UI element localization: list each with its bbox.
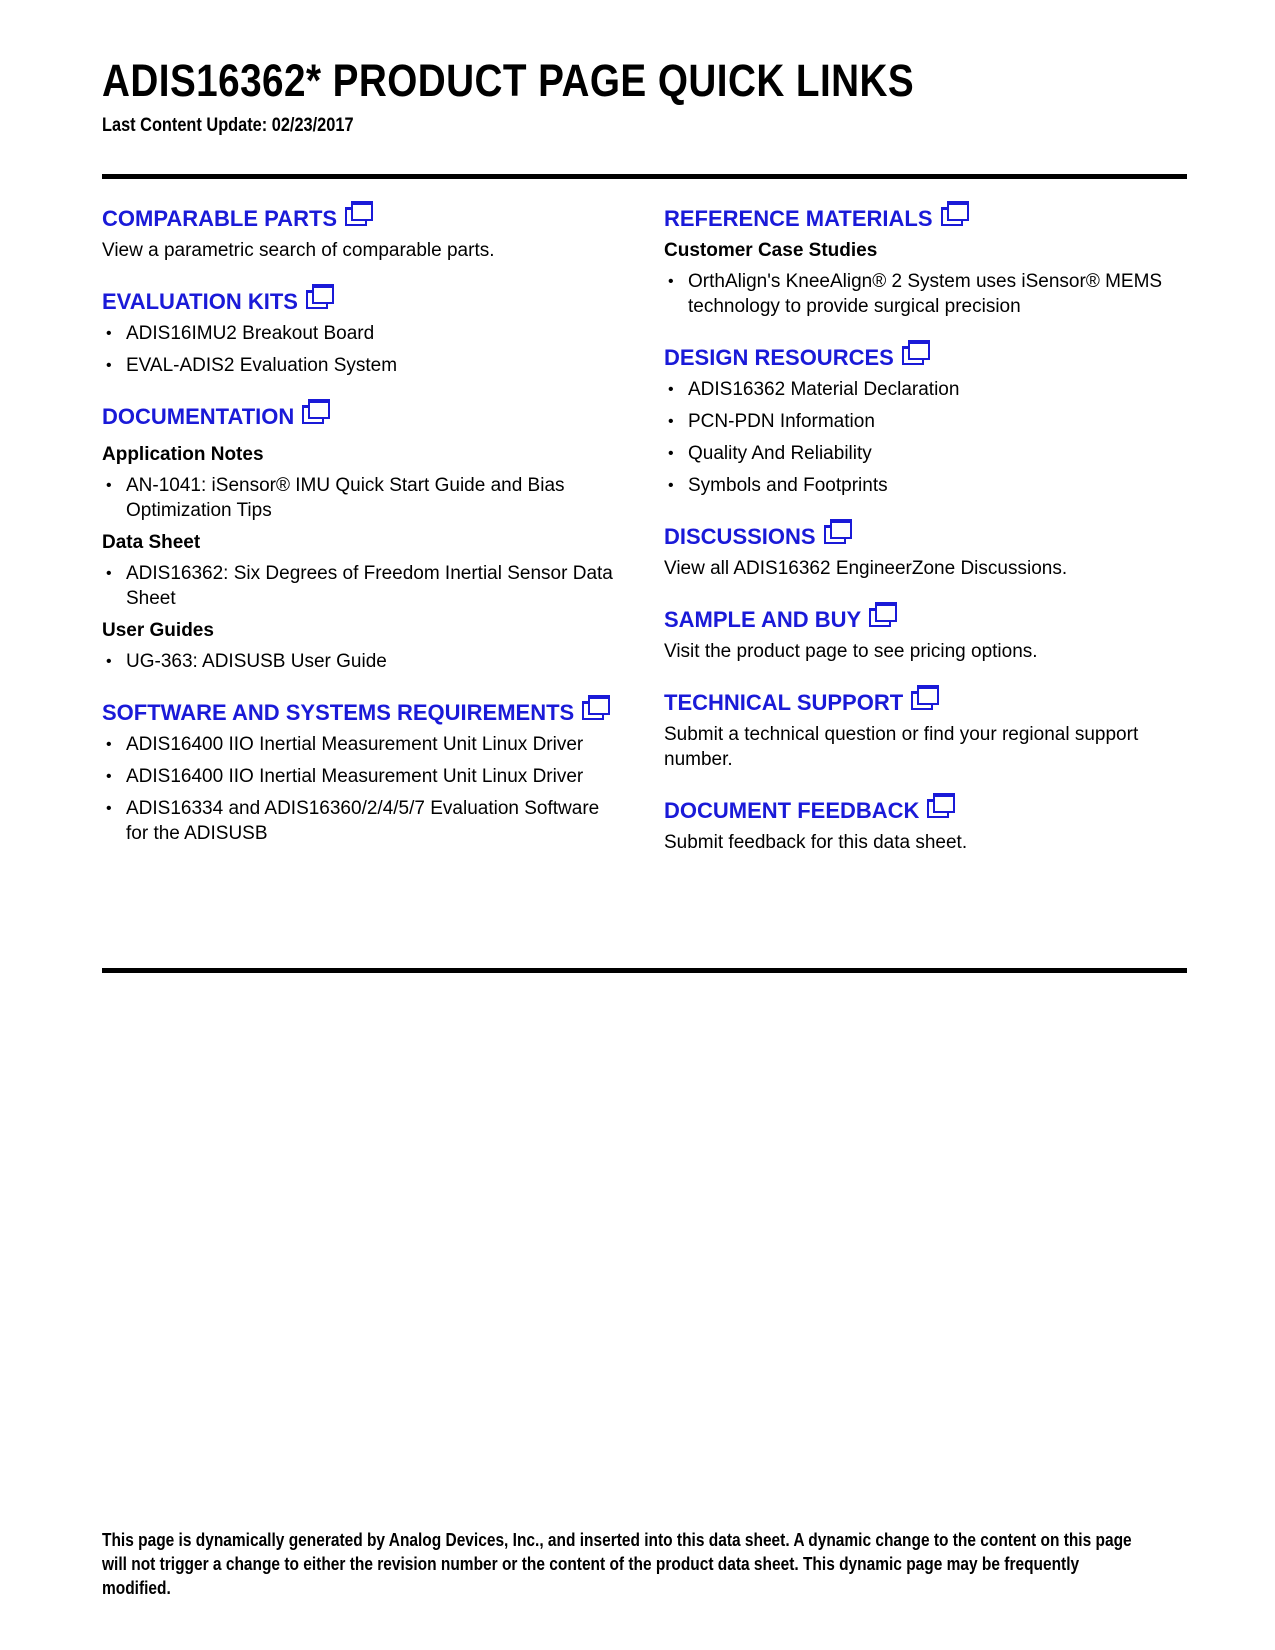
user-guides-subheading: User Guides: [102, 620, 214, 641]
section-comparable-parts: [102, 204, 622, 263]
section-sample-and-buy: [664, 605, 1187, 664]
documentation-heading: DOCUMENTATION: [102, 404, 295, 429]
technical-support-heading: TECHNICAL SUPPORT: [664, 690, 904, 715]
section-evaluation-kits: [102, 287, 622, 378]
reference-materials-link[interactable]: [664, 204, 967, 234]
data-sheet-subheading: Data Sheet: [102, 532, 201, 553]
external-link-icon: [902, 340, 928, 364]
external-link-icon: [869, 602, 895, 626]
documentation-link[interactable]: [102, 402, 328, 432]
section-discussions: [664, 522, 1187, 581]
application-notes-subheading: Application Notes: [102, 444, 264, 465]
footer-disclaimer: This page is dynamically generated by Analog Devices, Inc., and inserted into this data sheet. A dynamic change to the content on this page will not trigger a change to either the revision number or the content of the product data sheet. This dynamic page may be frequently modified.: [102, 1530, 1132, 1598]
external-link-icon: [941, 201, 967, 225]
list-item[interactable]: • ADIS16362 Material Declaration: [664, 377, 1187, 402]
external-link-icon: [582, 695, 608, 719]
evaluation-kits-link[interactable]: [102, 287, 332, 317]
comparable-parts-heading: COMPARABLE PARTS: [102, 206, 338, 231]
discussions-heading: DISCUSSIONS: [664, 524, 816, 549]
list-item[interactable]: • ADIS16334 and ADIS16360/2/4/5/7 Evaluation Software for the ADISUSB: [102, 796, 622, 846]
list-item[interactable]: • EVAL-ADIS2 Evaluation System: [102, 353, 622, 378]
section-technical-support: [664, 688, 1187, 772]
page-title: ADIS16362* PRODUCT PAGE QUICK LINKS: [102, 55, 915, 106]
external-link-icon: [302, 399, 328, 423]
customer-case-studies-subheading: Customer Case Studies: [664, 240, 878, 261]
list-item[interactable]: • ADIS16362: Six Degrees of Freedom Inertial Sensor Data Sheet: [102, 561, 622, 611]
reference-materials-heading: REFERENCE MATERIALS: [664, 206, 933, 231]
document-feedback-text: Submit feedback for this data sheet.: [664, 832, 968, 853]
left-column: [102, 204, 622, 870]
external-link-icon: [927, 793, 953, 817]
document-feedback-heading: DOCUMENT FEEDBACK: [664, 798, 920, 823]
comparable-parts-text: View a parametric search of comparable parts.: [102, 240, 495, 261]
bottom-divider: [102, 968, 1187, 973]
section-design-resources: [664, 343, 1187, 498]
design-resources-heading: DESIGN RESOURCES: [664, 345, 894, 370]
right-column: [664, 204, 1187, 879]
sample-and-buy-heading: SAMPLE AND BUY: [664, 607, 862, 632]
software-requirements-link[interactable]: [102, 698, 608, 728]
list-item[interactable]: • ADIS16400 IIO Inertial Measurement Unit Linux Driver: [102, 764, 622, 789]
section-document-feedback: [664, 796, 1187, 855]
list-item[interactable]: • PCN-PDN Information: [664, 409, 1187, 434]
sample-and-buy-text: Visit the product page to see pricing options.: [664, 641, 1038, 662]
list-item[interactable]: • Quality And Reliability: [664, 441, 1187, 466]
external-link-icon: [824, 519, 850, 543]
list-item[interactable]: • OrthAlign's KneeAlign® 2 System uses iSensor® MEMS technology to provide surgical precision: [664, 269, 1187, 319]
list-item[interactable]: • UG-363: ADISUSB User Guide: [102, 649, 622, 674]
comparable-parts-link[interactable]: [102, 204, 371, 234]
discussions-text: View all ADIS16362 EngineerZone Discussions.: [664, 558, 1068, 579]
list-item[interactable]: • Symbols and Footprints: [664, 473, 1187, 498]
external-link-icon: [345, 201, 371, 225]
external-link-icon: [911, 685, 937, 709]
software-requirements-heading: SOFTWARE AND SYSTEMS REQUIREMENTS: [102, 700, 575, 725]
last-content-update: Last Content Update: 02/23/2017: [102, 115, 354, 136]
discussions-link[interactable]: [664, 522, 850, 552]
list-item[interactable]: • ADIS16400 IIO Inertial Measurement Unit Linux Driver: [102, 732, 622, 757]
external-link-icon: [306, 284, 332, 308]
section-documentation: [102, 402, 622, 674]
list-item[interactable]: • AN-1041: iSensor® IMU Quick Start Guide and Bias Optimization Tips: [102, 473, 622, 523]
evaluation-kits-heading: EVALUATION KITS: [102, 289, 298, 314]
design-resources-link[interactable]: [664, 343, 928, 373]
section-software-requirements: [102, 698, 622, 846]
sample-and-buy-link[interactable]: [664, 605, 895, 635]
technical-support-text: Submit a technical question or find your regional support number.: [664, 724, 1139, 770]
document-feedback-link[interactable]: [664, 796, 953, 826]
top-divider: [102, 174, 1187, 179]
technical-support-link[interactable]: [664, 688, 937, 718]
list-item[interactable]: • ADIS16IMU2 Breakout Board: [102, 321, 622, 346]
section-reference-materials: [664, 204, 1187, 319]
